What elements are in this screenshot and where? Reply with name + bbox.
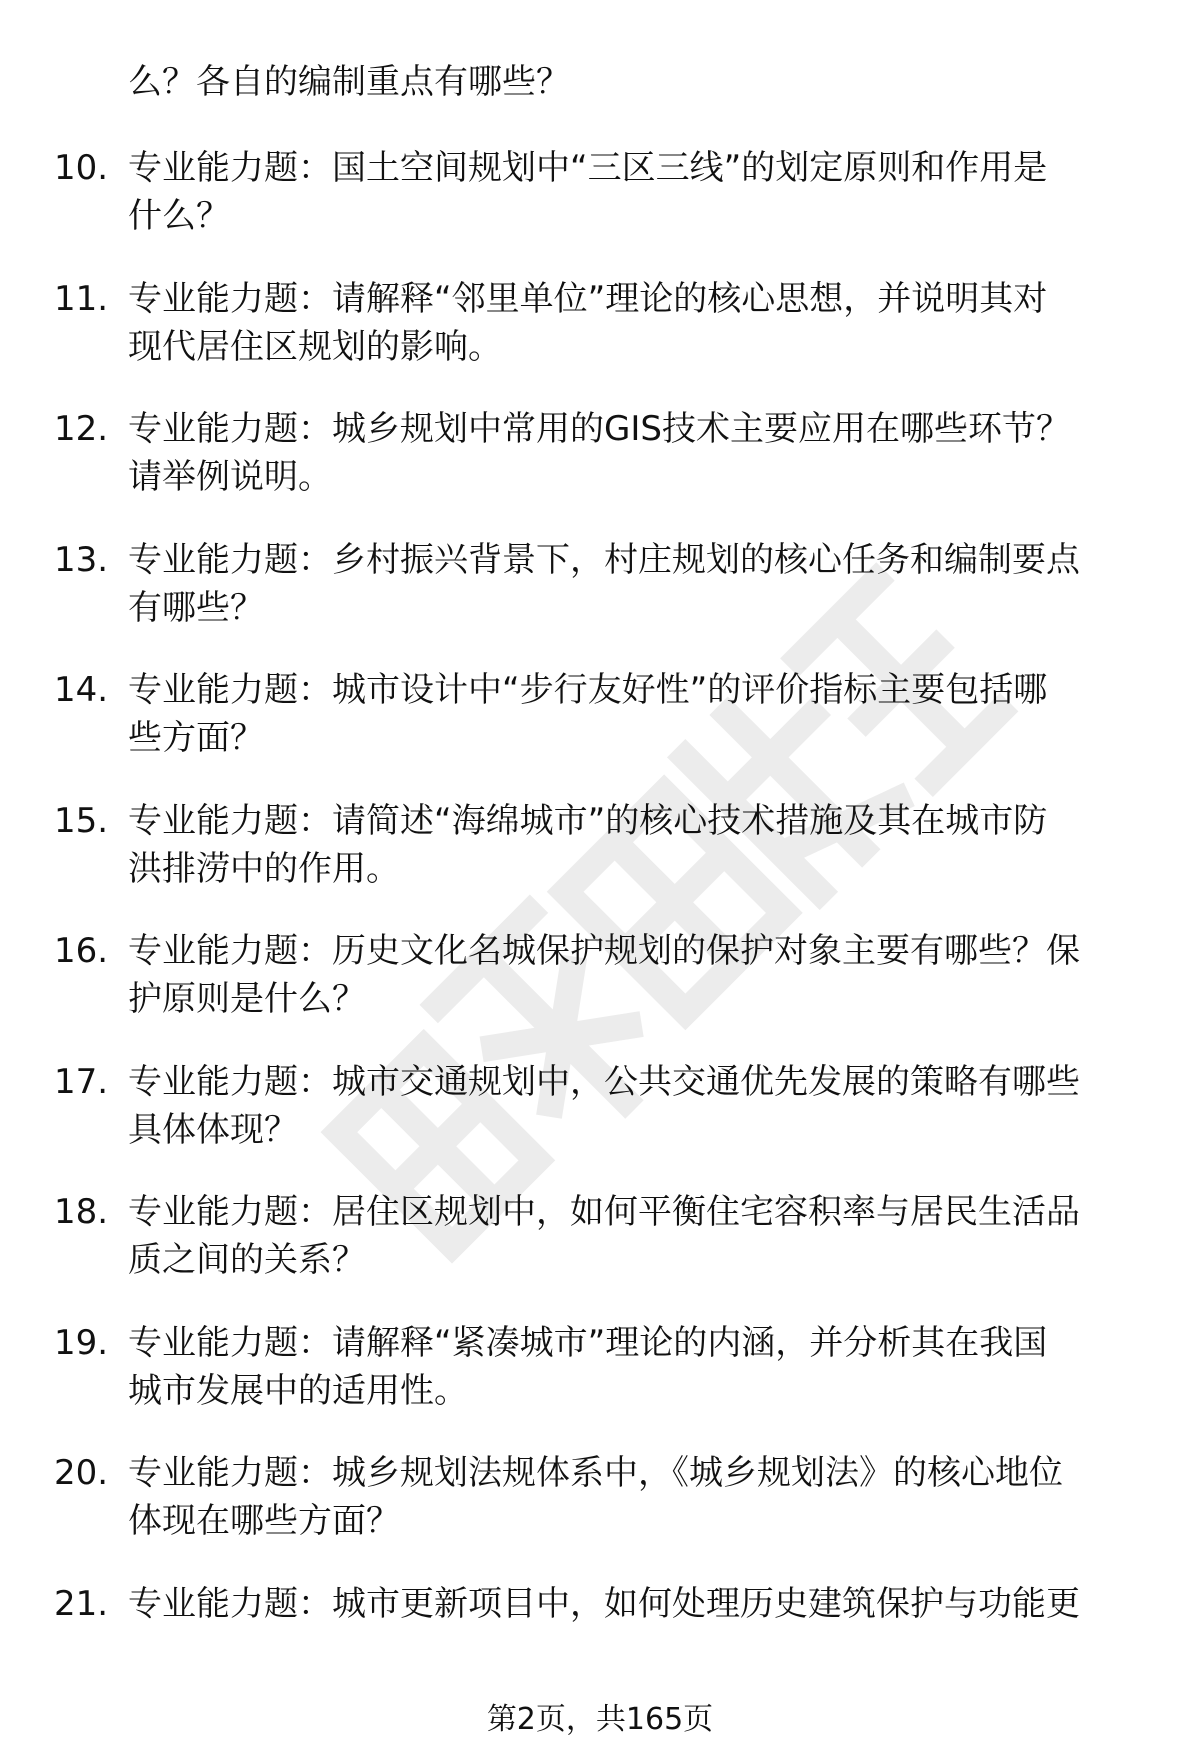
question-text-line: 专业能力题：国土空间规划中“三区三线”的划定原则和作用是 xyxy=(128,148,1048,188)
question-item xyxy=(0,275,1200,406)
question-text-line: 专业能力题：城市更新项目中，如何处理历史建筑保护与功能更 xyxy=(128,1583,1080,1624)
question-item xyxy=(0,144,1200,275)
question-text-line: 有哪些？ xyxy=(128,587,264,628)
question-text-line: 专业能力题：请解释“紧凑城市”理论的内涵，并分析其在我国 xyxy=(128,1322,1048,1363)
question-text-line: 专业能力题：城乡规划中常用的GIS技术主要应用在哪些环节？ xyxy=(128,409,1070,449)
question-text-line: 专业能力题：城乡规划法规体系中，《城乡规划法》的核心地位 xyxy=(128,1453,1063,1493)
question-text-line: 专业能力题：请简述“海绵城市”的核心技术措施及其在城市防 xyxy=(128,800,1048,841)
question-number: 19. xyxy=(54,1322,109,1363)
question-number: 11. xyxy=(54,278,109,319)
question-item xyxy=(0,1449,1200,1580)
question-text xyxy=(128,144,1138,240)
question-item xyxy=(0,405,1200,536)
question-number: 16. xyxy=(54,931,109,971)
question-number: 10. xyxy=(54,148,109,188)
question-text-line: 专业能力题：乡村振兴背景下，村庄规划的核心任务和编制要点 xyxy=(128,539,1080,580)
question-item xyxy=(0,536,1200,667)
question-number: 21. xyxy=(54,1583,109,1624)
question-list xyxy=(0,144,1200,1710)
question-text-line: 洪排涝中的作用。 xyxy=(128,848,400,889)
question-item xyxy=(0,1580,1200,1711)
question-number: 20. xyxy=(54,1453,109,1493)
question-item xyxy=(0,666,1200,797)
question-item xyxy=(0,797,1200,928)
question-number: 13. xyxy=(54,539,109,580)
question-number: 12. xyxy=(54,409,109,449)
question-number: 17. xyxy=(54,1061,109,1102)
question-text xyxy=(128,1449,1138,1545)
question-number: 18. xyxy=(54,1192,109,1232)
question-text xyxy=(128,275,1138,371)
question-text-line: 现代居住区规划的影响。 xyxy=(128,326,502,367)
question-text-line: 专业能力题：请解释“邻里单位”理论的核心思想，并说明其对 xyxy=(128,278,1048,319)
question-text xyxy=(128,405,1138,501)
question-text xyxy=(128,927,1138,1023)
question-text-line: 护原则是什么？ xyxy=(128,979,366,1019)
question-text-line: 专业能力题：城市设计中“步行友好性”的评价指标主要包括哪 xyxy=(128,670,1048,710)
question-text xyxy=(128,1580,1138,1628)
question-text-line: 请举例说明。 xyxy=(128,457,332,497)
question-item xyxy=(0,1319,1200,1450)
page-footer: 第2页，共165页 xyxy=(486,1702,714,1737)
question-text xyxy=(128,536,1138,632)
question-text-line: 质之间的关系？ xyxy=(128,1240,366,1280)
question-number: 15. xyxy=(54,800,109,841)
question-item xyxy=(0,1058,1200,1189)
question-text xyxy=(128,1319,1138,1415)
question-item xyxy=(0,927,1200,1058)
question-text-line: 具体体现？ xyxy=(128,1109,298,1150)
question-text-line: 专业能力题：居住区规划中，如何平衡住宅容积率与居民生活品 xyxy=(128,1192,1080,1232)
question-text xyxy=(128,1058,1138,1154)
question-text-line: 些方面？ xyxy=(128,718,264,758)
question-text-line: 城市发展中的适用性。 xyxy=(128,1370,468,1411)
question-number: 14. xyxy=(54,670,109,710)
question-item xyxy=(0,1188,1200,1319)
question-text-line: 体现在哪些方面？ xyxy=(128,1501,400,1541)
previous-question-continuation: 么？各自的编制重点有哪些？ xyxy=(128,62,570,102)
question-text xyxy=(128,1188,1138,1284)
question-text xyxy=(128,666,1138,762)
question-text-line: 专业能力题：城市交通规划中，公共交通优先发展的策略有哪些 xyxy=(128,1061,1080,1102)
question-text xyxy=(128,797,1138,893)
question-text-line: 专业能力题：历史文化名城保护规划的保护对象主要有哪些？保 xyxy=(128,931,1080,971)
question-text-line: 什么？ xyxy=(128,196,230,236)
